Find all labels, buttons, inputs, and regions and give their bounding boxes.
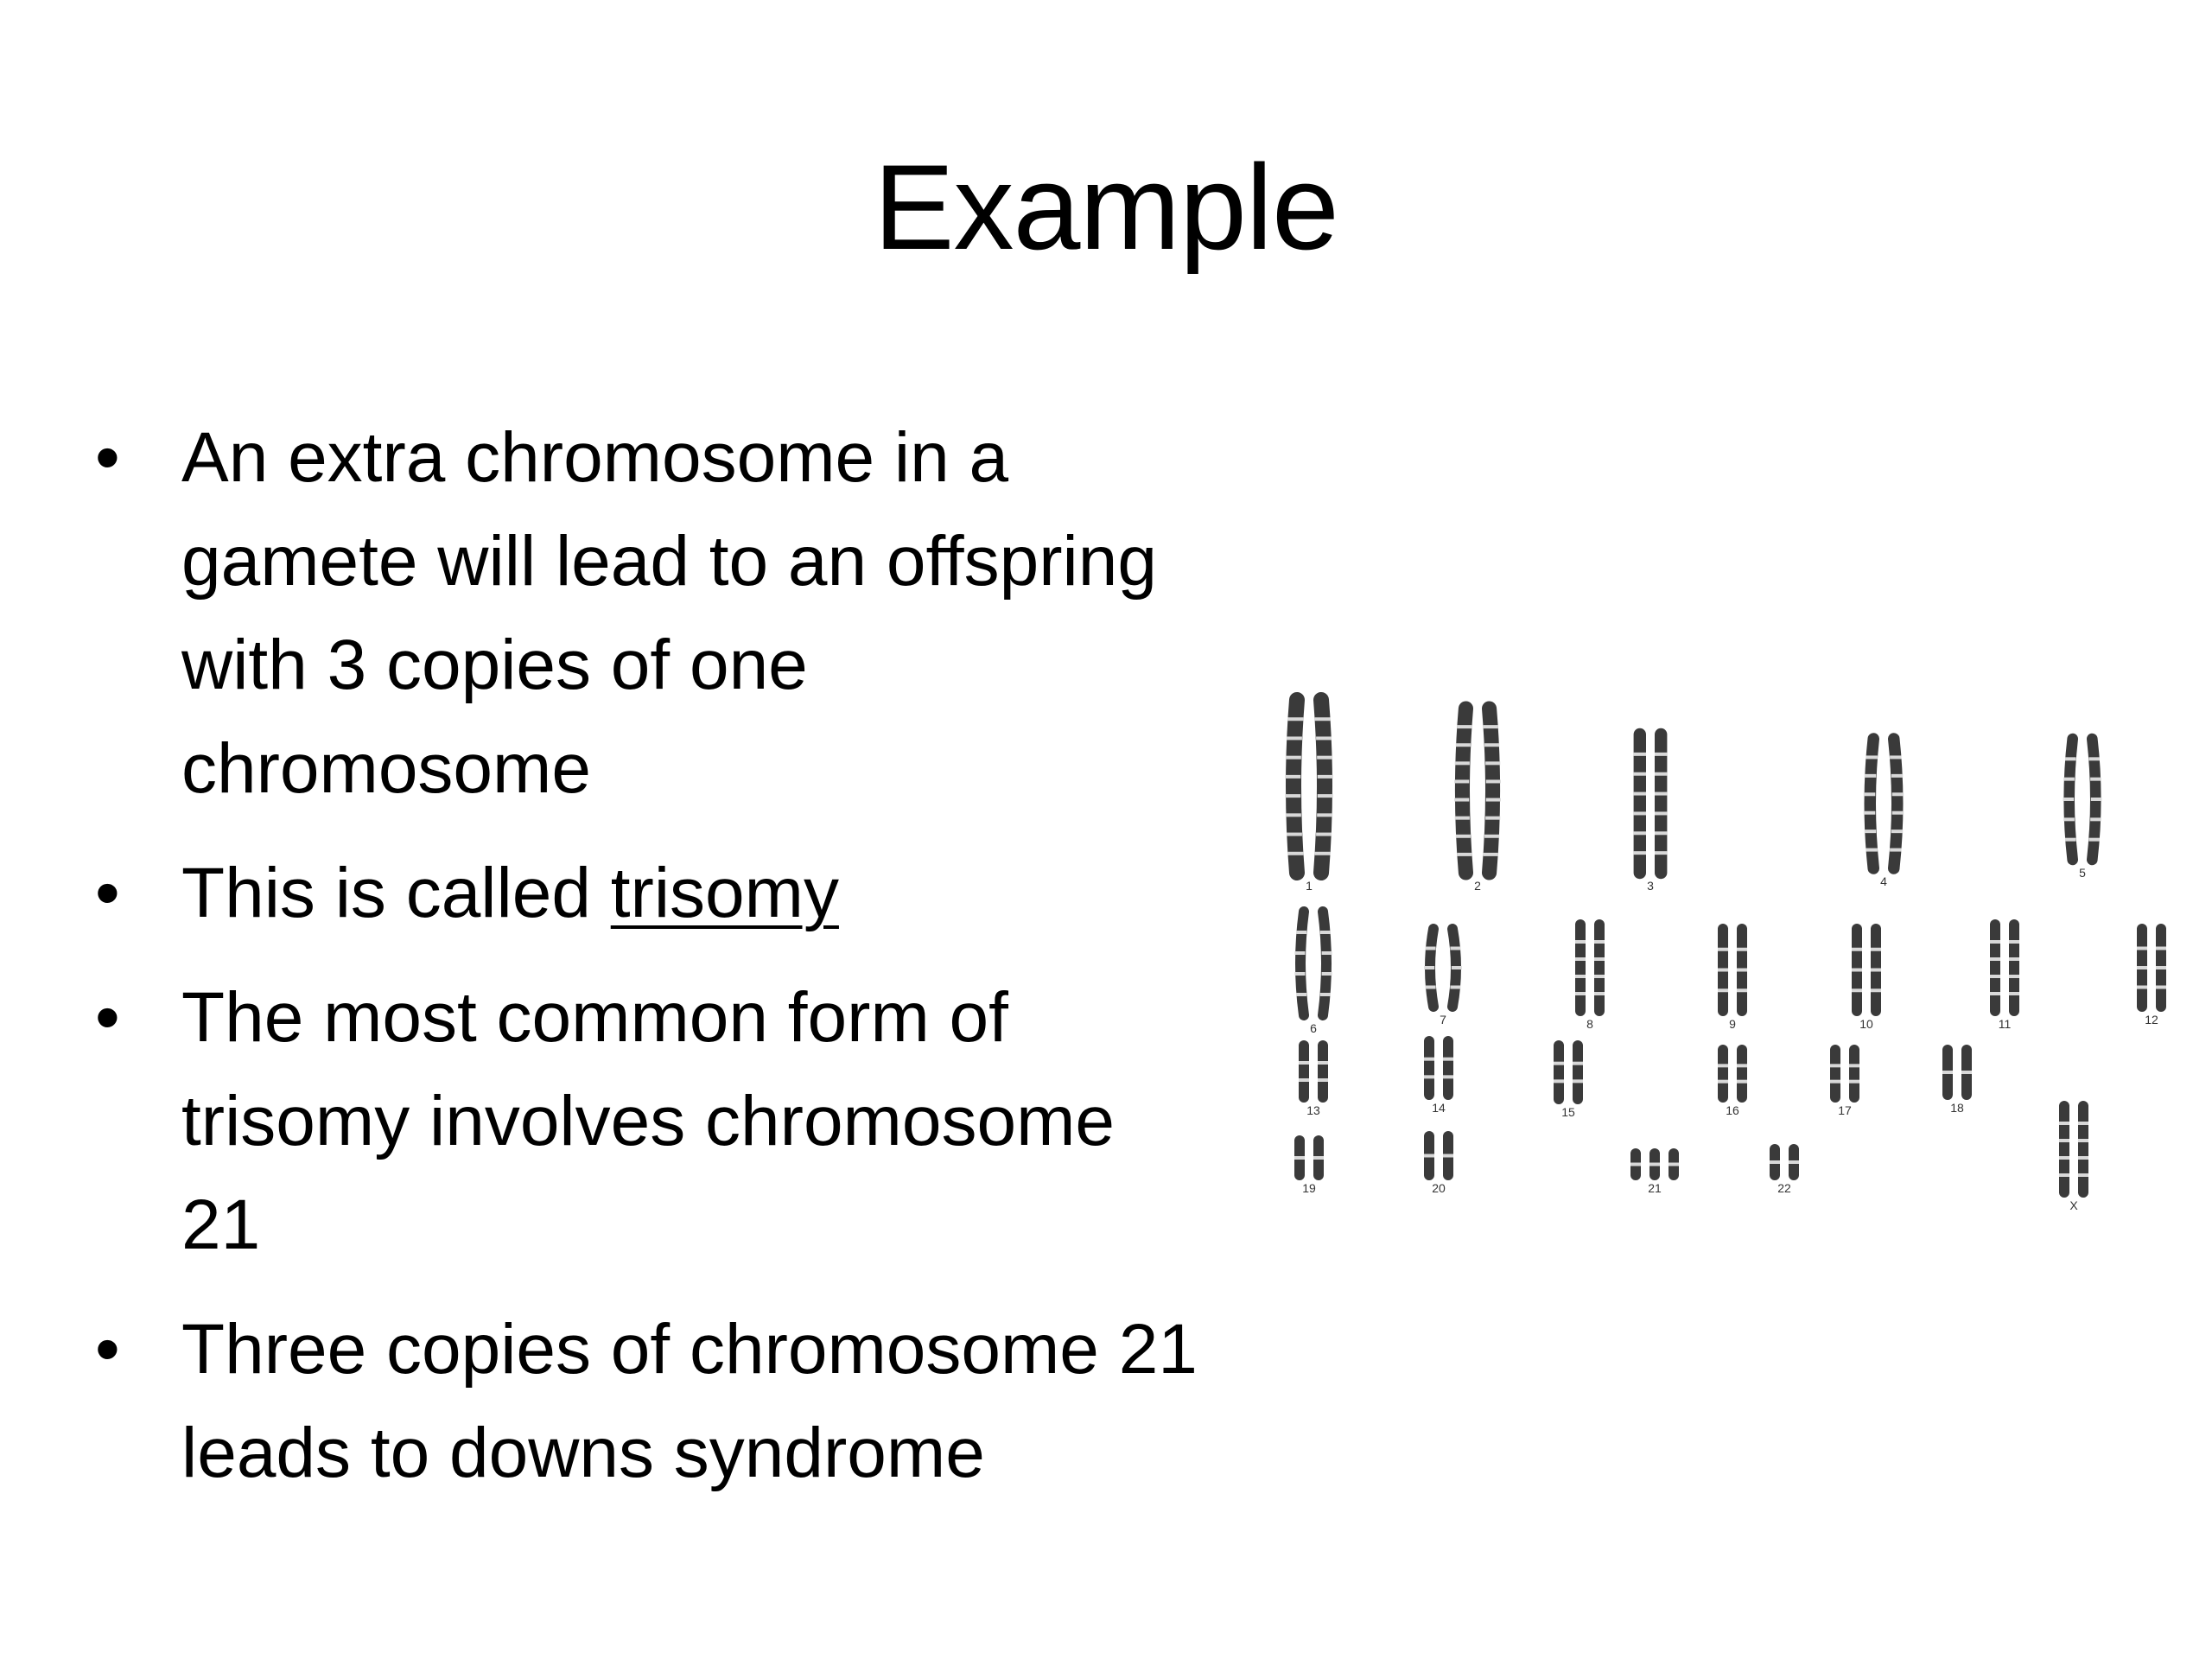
- chromosome-label: 7: [1440, 1013, 1446, 1027]
- bullet-text-line: gamete will lead to an offspring: [181, 522, 1157, 601]
- chromosome-band: [1866, 849, 1878, 852]
- chromosome-band: [1575, 975, 1586, 978]
- chromosome-label: 4: [1880, 874, 1887, 888]
- chromosome-band: [2063, 778, 2075, 781]
- chromosome-band: [1718, 969, 1728, 972]
- chromosome-band: [1575, 957, 1586, 961]
- chromosome-band: [1443, 1154, 1453, 1158]
- chromosome-4: [1864, 739, 1904, 888]
- chromosome-band: [1455, 817, 1470, 820]
- chromosome-label: 2: [1474, 879, 1481, 893]
- chromosome-band: [1892, 811, 1904, 815]
- chromosome-band: [2088, 838, 2100, 842]
- chromosome-band: [2137, 947, 2147, 950]
- chromosome-band: [1294, 1156, 1305, 1160]
- chromosome-band: [2009, 957, 2019, 961]
- chromosome-11: [1990, 925, 2019, 1031]
- chromosome-band: [1718, 948, 1728, 951]
- chromosome-label: 11: [1998, 1017, 2012, 1031]
- bullet-item: [95, 1298, 1339, 1505]
- bullet-list: [95, 406, 1339, 1526]
- chromosome-label: 12: [2145, 1013, 2158, 1027]
- chromosome-band: [1990, 975, 2000, 978]
- chromosome-band: [1294, 951, 1305, 955]
- chromosome-band: [1594, 957, 1605, 961]
- chromosome-band: [1737, 1080, 1747, 1084]
- chromosome-band: [1426, 986, 1436, 989]
- chromosome-band: [1456, 743, 1471, 747]
- chromosome-band: [1718, 1080, 1728, 1084]
- chromosome-label: 9: [1729, 1017, 1736, 1031]
- chromosome-band: [1575, 992, 1586, 995]
- chromosome-band: [1318, 1078, 1328, 1082]
- chromosome-band: [1554, 1062, 1564, 1065]
- chromosome-band: [1634, 811, 1646, 815]
- chromosome-band: [1718, 988, 1728, 992]
- chromosome-label: 1: [1306, 879, 1313, 893]
- bullet-item: [95, 966, 1339, 1277]
- chromosome-band: [1871, 988, 1881, 992]
- chromosome-band: [1990, 940, 2000, 944]
- chromosome-label: 20: [1432, 1181, 1446, 1195]
- chromosome-label: 5: [2079, 866, 2086, 880]
- chromosome-label: 10: [1859, 1017, 1873, 1031]
- chromosome-label: 15: [1561, 1105, 1575, 1119]
- chromosome-22: [1770, 1149, 1799, 1195]
- chromosome-band: [1296, 931, 1306, 934]
- chromosome-band: [1426, 947, 1436, 950]
- chromosome-9: [1718, 929, 1747, 1031]
- chromosome-band: [1424, 1058, 1434, 1061]
- chromosome-label: 3: [1647, 879, 1654, 893]
- chromosome-band: [1871, 948, 1881, 951]
- chromosome-band: [2091, 798, 2102, 801]
- chromosome-band: [2009, 940, 2019, 944]
- chromosome-band: [1424, 1075, 1434, 1078]
- chromosome-band: [1294, 972, 1305, 976]
- chromosome-band: [1320, 993, 1331, 996]
- chromosome-band: [1634, 772, 1646, 776]
- chromosome-band: [1320, 931, 1331, 934]
- chromosome-band: [1424, 966, 1434, 969]
- chromosome-20: [1424, 1136, 1453, 1195]
- chromosome-17: [1830, 1050, 1859, 1117]
- chromosome-band: [1286, 813, 1301, 817]
- chromosome-14: [1424, 1041, 1453, 1115]
- chromosome-band: [1313, 1156, 1324, 1160]
- chromosome-band: [1634, 753, 1646, 756]
- chromosome-2: [1454, 709, 1501, 893]
- chromosome-band: [1737, 948, 1747, 951]
- chromosome-band: [1849, 1080, 1859, 1084]
- chromatid: [1490, 709, 1493, 873]
- chromosome-band: [1669, 1163, 1679, 1166]
- slide-title: Example: [874, 139, 1338, 275]
- chromosome-band: [1718, 1064, 1728, 1067]
- chromosome-band: [1866, 755, 1878, 759]
- chromosome-band: [2078, 1122, 2088, 1125]
- bullet-icon: •: [95, 978, 120, 1057]
- chromosome-band: [1852, 948, 1862, 951]
- chromosome-label: 18: [1950, 1101, 1964, 1115]
- chromosome-band: [2059, 1173, 2069, 1177]
- chromosome-band: [1450, 986, 1460, 989]
- chromosome-band: [1296, 993, 1306, 996]
- chromosome-label: 14: [1432, 1101, 1446, 1115]
- chromosome-band: [2065, 838, 2076, 842]
- chromosome-band: [1322, 951, 1332, 955]
- chromosome-band: [1484, 725, 1498, 728]
- chromosome-band: [2090, 778, 2101, 781]
- chromosome-band: [1322, 972, 1332, 976]
- chromosome-band: [1315, 852, 1331, 855]
- bullet-text-line: An extra chromosome in a: [181, 418, 1009, 497]
- chromosome-band: [1315, 717, 1331, 721]
- chromosome-band: [1573, 1079, 1583, 1083]
- chromosome-21: [1630, 1154, 1679, 1195]
- chromosome-7: [1424, 929, 1462, 1027]
- chromosome-label: 16: [1726, 1103, 1739, 1117]
- chromosome-18: [1942, 1050, 1972, 1115]
- chromosome-band: [1287, 736, 1302, 740]
- chromosome-band: [1655, 753, 1667, 756]
- chromosome-band: [1285, 794, 1300, 798]
- bullet-text-line: leads to downs syndrome: [181, 1414, 985, 1492]
- bullet-icon: •: [95, 854, 120, 932]
- bullet-text-line: 21: [181, 1185, 261, 1264]
- chromosome-X: [2059, 1106, 2088, 1212]
- karyotype-image: [1262, 674, 2212, 1279]
- chromatid: [1462, 709, 1465, 873]
- chromosome-band: [1318, 775, 1333, 779]
- chromosome-band: [1865, 830, 1877, 833]
- chromosome-band: [2063, 817, 2075, 821]
- chromosome-band: [1484, 853, 1498, 856]
- chromosome-label: 21: [1648, 1181, 1662, 1195]
- chromosome-band: [1871, 969, 1881, 972]
- chromosome-band: [1634, 792, 1646, 796]
- chromosome-band: [1299, 1061, 1309, 1065]
- underlined-term: trisomy: [610, 854, 839, 932]
- chromosome-band: [1634, 831, 1646, 835]
- chromosome-band: [2137, 986, 2147, 989]
- chromosome-band: [1649, 1163, 1660, 1166]
- chromosome-band: [1990, 992, 2000, 995]
- chromosome-band: [1485, 761, 1500, 765]
- chromosome-3: [1634, 734, 1668, 893]
- chromosome-1: [1285, 700, 1332, 893]
- chromosome-label: 19: [1302, 1181, 1316, 1195]
- chromosome-band: [2009, 992, 2019, 995]
- chromosome-13: [1299, 1046, 1328, 1117]
- chromosome-band: [1737, 988, 1747, 992]
- bullet-icon: •: [95, 1310, 120, 1389]
- chromosome-band: [1443, 1075, 1453, 1078]
- bullet-text-line: Three copies of chromosome 21: [181, 1310, 1198, 1389]
- bullet-text: This is called: [181, 854, 611, 932]
- chromosome-band: [1317, 813, 1332, 817]
- chromosome-band: [1630, 1163, 1641, 1166]
- chromosome-band: [1594, 975, 1605, 978]
- chromosome-band: [1424, 1154, 1434, 1158]
- chromosome-band: [1318, 794, 1333, 798]
- chromosome-band: [1286, 756, 1301, 760]
- chromosome-band: [1594, 940, 1605, 944]
- chromosome-band: [2063, 798, 2075, 801]
- chromosome-16: [1718, 1050, 1747, 1117]
- chromosome-band: [1575, 940, 1586, 944]
- chromatid: [1300, 912, 1304, 1015]
- chromosome-band: [1454, 798, 1469, 802]
- chromosome-band: [1892, 792, 1904, 796]
- chromosome-band: [1318, 1061, 1328, 1065]
- chromatid: [1321, 700, 1325, 873]
- chromosome-band: [1573, 1062, 1583, 1065]
- chromosome-band: [1287, 852, 1303, 855]
- chromosome-band: [2009, 975, 2019, 978]
- chromosome-band: [1890, 849, 1902, 852]
- bullet-text-line: chromosome: [181, 729, 591, 808]
- chromosome-band: [1486, 779, 1501, 783]
- chromosome-band: [1455, 761, 1470, 765]
- bullet-text-line: The most common form of: [181, 978, 1008, 1057]
- chromatid: [1323, 912, 1326, 1015]
- chromosome-band: [2059, 1122, 2069, 1125]
- chromosome-label: X: [2069, 1198, 2078, 1212]
- chromosome-band: [1852, 988, 1862, 992]
- chromosome-band: [1457, 725, 1471, 728]
- chromosome-band: [1655, 792, 1667, 796]
- chromosome-label: 6: [1310, 1021, 1317, 1035]
- chromosome-15: [1554, 1046, 1583, 1119]
- chromosome-band: [1554, 1079, 1564, 1083]
- chromosome-band: [1456, 835, 1471, 838]
- chromosome-band: [1737, 969, 1747, 972]
- chromosome-band: [1891, 830, 1904, 833]
- chromosome-5: [2063, 739, 2102, 880]
- chromosome-band: [1830, 1064, 1840, 1067]
- chromosome-band: [1317, 756, 1332, 760]
- chromosome-band: [1485, 817, 1500, 820]
- chromosome-band: [1452, 966, 1462, 969]
- chromosome-band: [2137, 966, 2147, 969]
- chromosome-band: [2065, 757, 2076, 760]
- chromosome-band: [1890, 755, 1902, 759]
- chromosome-band: [2156, 986, 2166, 989]
- chromosome-band: [2088, 757, 2100, 760]
- chromosome-band: [2090, 817, 2101, 821]
- chromosome-band: [1864, 811, 1876, 815]
- bullet-icon: •: [95, 418, 120, 497]
- chromosome-band: [2078, 1139, 2088, 1142]
- chromosome-band: [1486, 798, 1501, 802]
- chromosome-band: [1961, 1071, 1972, 1074]
- chromosome-10: [1852, 929, 1881, 1031]
- chromosome-band: [1285, 775, 1300, 779]
- chromosome-band: [2059, 1156, 2069, 1160]
- chromosome-band: [1852, 969, 1862, 972]
- chromosome-band: [1655, 772, 1667, 776]
- chromosome-band: [1865, 774, 1877, 778]
- chromosome-band: [1287, 717, 1303, 721]
- chromosome-band: [1484, 743, 1499, 747]
- chromosome-band: [1830, 1080, 1840, 1084]
- chromosome-band: [1634, 851, 1646, 855]
- chromosome-band: [1450, 947, 1460, 950]
- chromosome-band: [1891, 774, 1904, 778]
- chromosome-band: [1942, 1071, 1953, 1074]
- chromatid: [1294, 700, 1297, 873]
- chromosome-19: [1294, 1141, 1324, 1195]
- bullet-item: [95, 406, 1339, 821]
- chromosome-band: [1990, 957, 2000, 961]
- chromosome-band: [2078, 1156, 2088, 1160]
- chromosome-band: [1316, 833, 1332, 836]
- chromosome-band: [1443, 1058, 1453, 1061]
- chromosome-band: [1655, 811, 1667, 815]
- bullet-text-line: trisomy involves chromosome: [181, 1082, 1115, 1160]
- chromosome-band: [1484, 835, 1499, 838]
- chromosome-band: [1770, 1160, 1780, 1164]
- bullet-item: [95, 842, 1339, 945]
- chromosome-band: [2156, 947, 2166, 950]
- chromosome-band: [1287, 833, 1302, 836]
- chromosome-band: [1299, 1078, 1309, 1082]
- chromosome-band: [1789, 1160, 1799, 1164]
- chromosome-band: [1864, 792, 1876, 796]
- chromosome-band: [1316, 736, 1332, 740]
- chromosome-label: 17: [1838, 1103, 1852, 1117]
- chromosome-label: 13: [1306, 1103, 1320, 1117]
- chromosome-band: [1737, 1064, 1747, 1067]
- bullet-text-line: with 3 copies of one: [181, 626, 808, 704]
- chromosome-band: [2059, 1139, 2069, 1142]
- chromosome-band: [2156, 966, 2166, 969]
- chromosome-band: [1457, 853, 1471, 856]
- chromosome-band: [1655, 851, 1667, 855]
- chromosome-8: [1575, 925, 1605, 1031]
- chromosome-band: [1454, 779, 1469, 783]
- chromosome-band: [1849, 1064, 1859, 1067]
- chromosome-label: 22: [1777, 1181, 1791, 1195]
- chromosome-12: [2137, 929, 2166, 1027]
- chromosome-label: 8: [1586, 1017, 1593, 1031]
- chromosome-6: [1294, 912, 1332, 1035]
- chromosome-band: [1594, 992, 1605, 995]
- chromosome-band: [1655, 831, 1667, 835]
- chromosome-band: [2078, 1173, 2088, 1177]
